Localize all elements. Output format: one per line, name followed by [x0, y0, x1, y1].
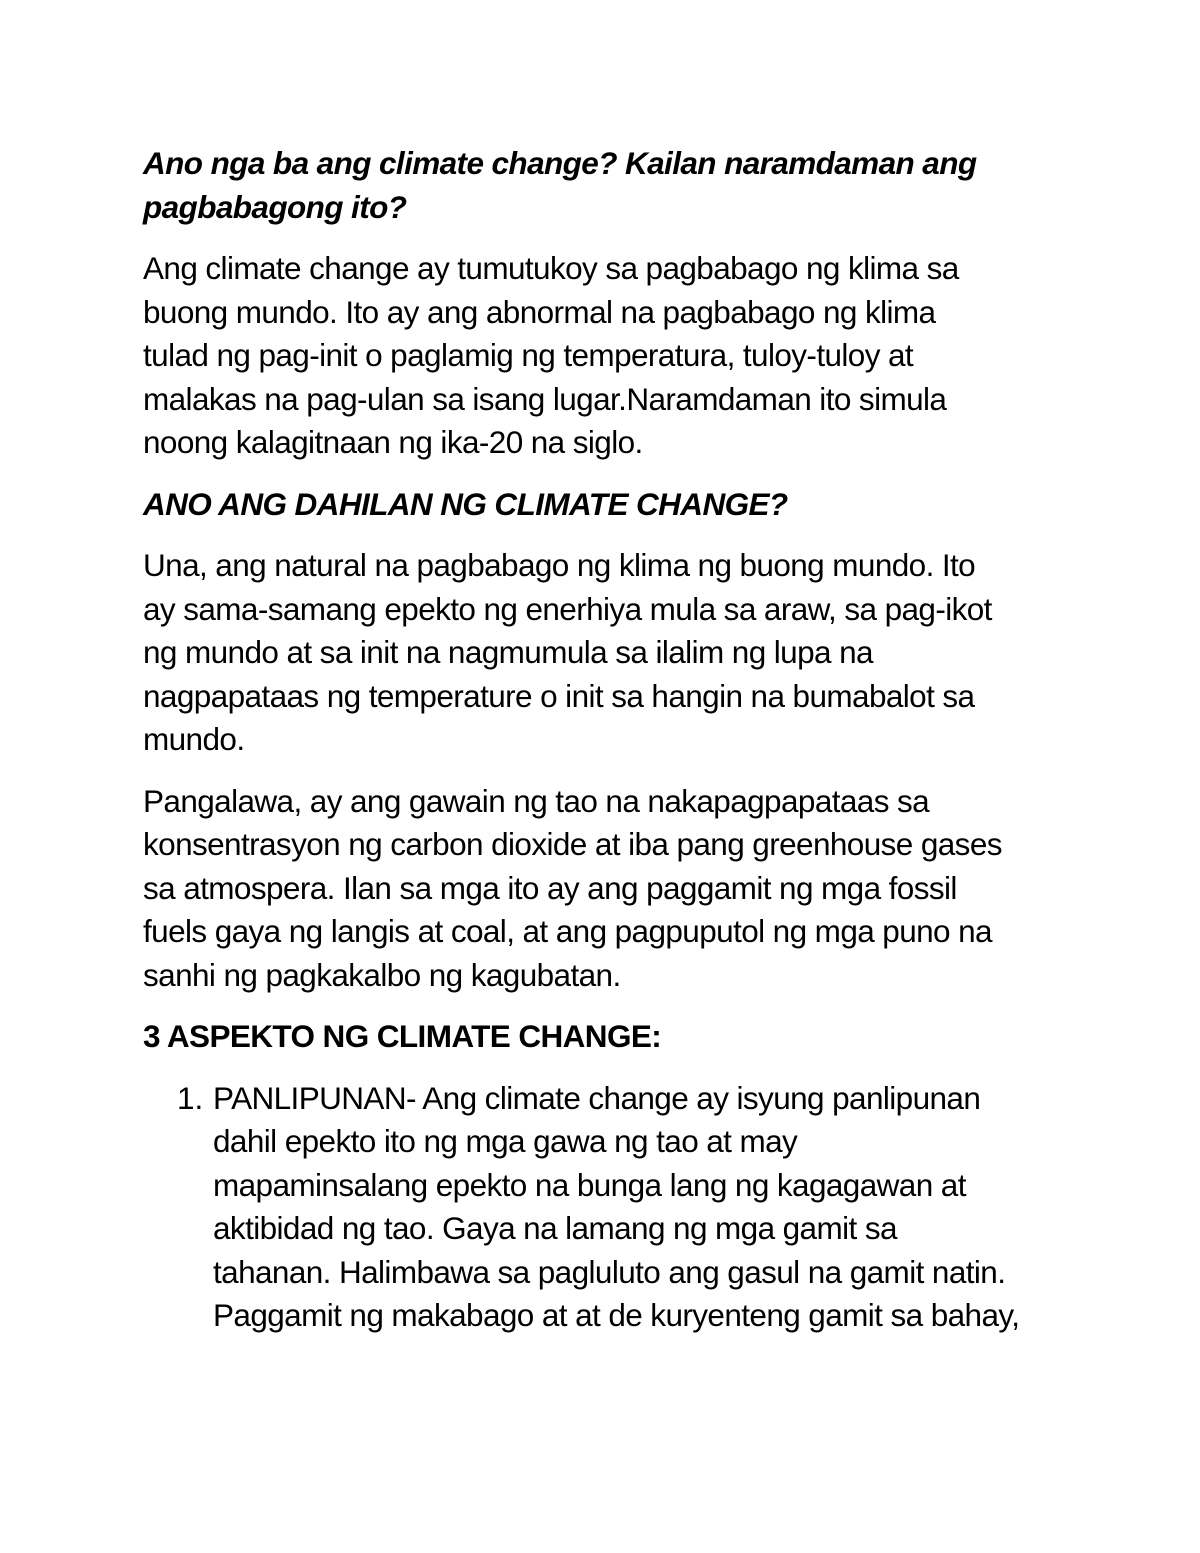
heading-text: 3 ASPEKTO NG CLIMATE CHANGE:: [143, 1018, 662, 1054]
paragraph-line: fuels gaya ng langis at coal, at ang pagpuputol ng mga puno na: [143, 913, 992, 949]
list-item-line: Paggamit ng makabago at at de kuryenteng gamit sa bahay,: [213, 1297, 1020, 1333]
paragraph-definition: [143, 247, 1063, 465]
paragraph-line: noong kalagitnaan ng ika-20 na siglo.: [143, 424, 643, 460]
heading-line: pagbabagong ito?: [143, 188, 407, 225]
heading-aspects: [143, 1015, 1063, 1059]
paragraph-line: konsentrasyon ng carbon dioxide at iba pang greenhouse gases: [143, 826, 1002, 862]
paragraph-line: ay sama-samang epekto ng enerhiya mula sa araw, sa pag-ikot: [143, 590, 992, 627]
list-item-line: dahil epekto ito ng mga gawa ng tao at may: [213, 1123, 798, 1159]
paragraph-line: Ang climate change ay tumutukoy sa pagbabago ng klima sa: [143, 250, 959, 286]
aspects-list: [143, 1077, 1063, 1338]
heading-climate-change-question: [143, 142, 1063, 229]
paragraph-natural-cause: [143, 544, 1063, 762]
heading-causes: [143, 483, 1063, 527]
document-body: [143, 142, 1063, 1338]
list-item-line: tahanan. Halimbawa sa pagluluto ang gasul na gamit natin.: [213, 1253, 1006, 1290]
list-item-line: aktibidad ng tao. Gaya na lamang ng mga gamit sa: [213, 1210, 897, 1246]
paragraph-line: sanhi ng pagkakalbo ng kagubatan.: [143, 956, 621, 993]
paragraph-line: ng mundo at sa init na nagmumula sa ilalim ng lupa na: [143, 634, 873, 670]
paragraph-line: Pangalawa, ay ang gawain ng tao na nakapagpapataas sa: [143, 782, 930, 819]
paragraph-line: sa atmospera. Ilan sa mga ito ay ang paggamit ng mga fossil: [143, 869, 957, 906]
paragraph-line: buong mundo. Ito ay ang abnormal na pagbabago ng klima: [143, 293, 936, 330]
heading-line: Ano nga ba ang climate change? Kailan naramdaman ang: [143, 145, 977, 181]
list-item-line: PANLIPUNAN- Ang climate change ay isyung panlipunan: [213, 1079, 981, 1116]
list-number: 1.: [177, 1079, 204, 1116]
list-item-line: mapaminsalang epekto na bunga lang ng kagagawan at: [213, 1166, 966, 1203]
paragraph-human-cause: [143, 780, 1063, 998]
paragraph-line: malakas na pag-ulan sa isang lugar.Naramdaman ito simula: [143, 380, 947, 417]
paragraph-line: nagpapataas ng temperature o init sa hangin na bumabalot sa: [143, 677, 975, 714]
heading-text: ANO ANG DAHILAN NG CLIMATE CHANGE?: [143, 485, 788, 522]
paragraph-line: tulad ng pag-init o paglamig ng temperatura, tuloy-tuloy at: [143, 337, 914, 373]
paragraph-line: Una, ang natural na pagbabago ng klima ng buong mundo. Ito: [143, 547, 976, 583]
list-item: [143, 1077, 1063, 1338]
paragraph-line: mundo.: [143, 721, 245, 757]
